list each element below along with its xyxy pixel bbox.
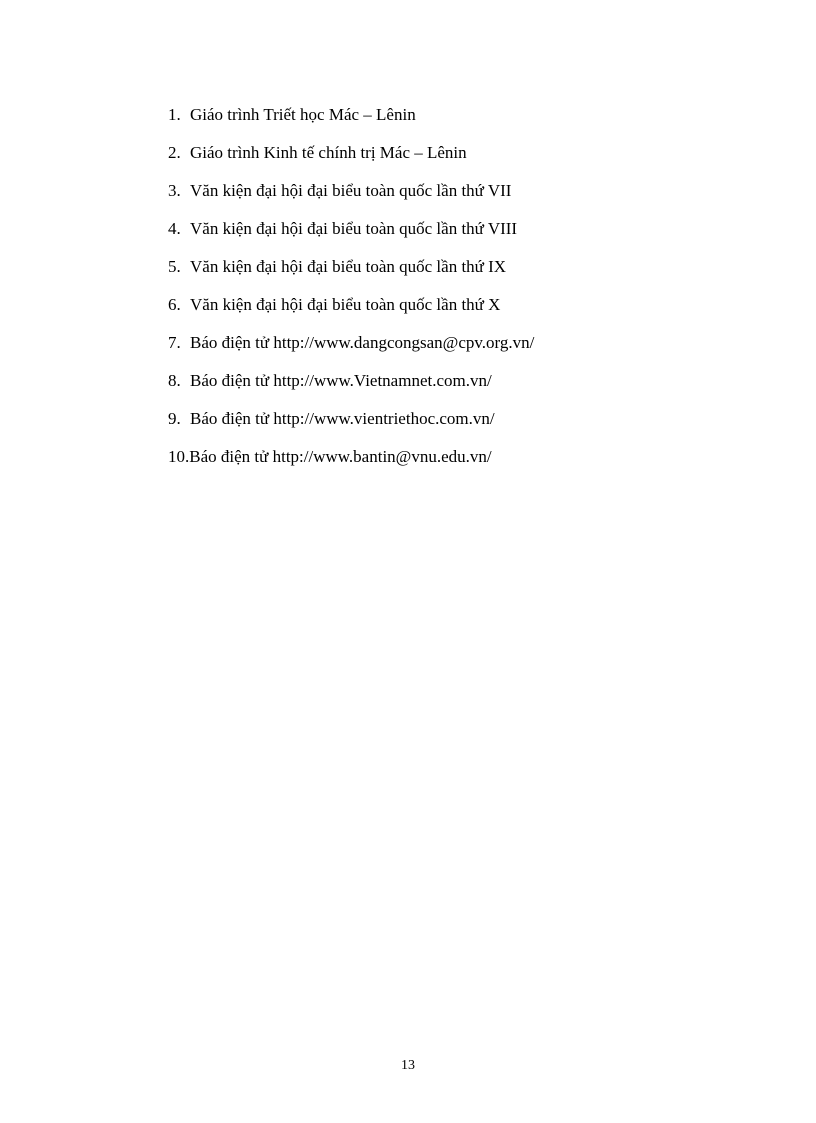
reference-list	[168, 103, 728, 483]
list-item	[168, 293, 728, 331]
item-text: Báo điện tử http://www.vientriethoc.com.vn/	[190, 409, 495, 428]
item-text: Văn kiện đại hội đại biểu toàn quốc lần thứ X	[190, 295, 501, 314]
item-number: 4.	[168, 219, 181, 238]
list-item	[168, 369, 728, 407]
list-item	[168, 217, 728, 255]
page-number: 13	[401, 1058, 415, 1073]
list-item	[168, 141, 728, 179]
item-number: 5.	[168, 257, 181, 276]
list-item	[168, 103, 728, 141]
item-text: Báo điện tử http://www.dangcongsan@cpv.org.vn/	[190, 333, 535, 352]
item-text: Báo điện tử http://www.Vietnamnet.com.vn/	[190, 371, 492, 390]
item-number: 7.	[168, 333, 181, 352]
list-item	[168, 255, 728, 293]
item-text: Văn kiện đại hội đại biểu toàn quốc lần thứ VII	[190, 181, 512, 200]
item-number: 10.	[168, 447, 190, 466]
item-text: Giáo trình Triết học Mác – Lênin	[190, 105, 416, 124]
item-text: Giáo trình Kinh tế chính trị Mác – Lênin	[190, 143, 467, 162]
item-number: 1.	[168, 105, 181, 124]
item-number: 8.	[168, 371, 181, 390]
item-text: Báo điện tử http://www.bantin@vnu.edu.vn/	[189, 447, 492, 466]
item-number: 3.	[168, 181, 181, 200]
list-item	[168, 407, 728, 445]
list-item	[168, 331, 728, 369]
item-number: 2.	[168, 143, 181, 162]
item-text: Văn kiện đại hội đại biểu toàn quốc lần thứ IX	[190, 257, 507, 276]
list-item	[168, 445, 728, 483]
item-number: 6.	[168, 295, 181, 314]
item-text: Văn kiện đại hội đại biểu toàn quốc lần thứ VIII	[190, 219, 518, 238]
item-number: 9.	[168, 409, 181, 428]
list-item	[168, 179, 728, 217]
